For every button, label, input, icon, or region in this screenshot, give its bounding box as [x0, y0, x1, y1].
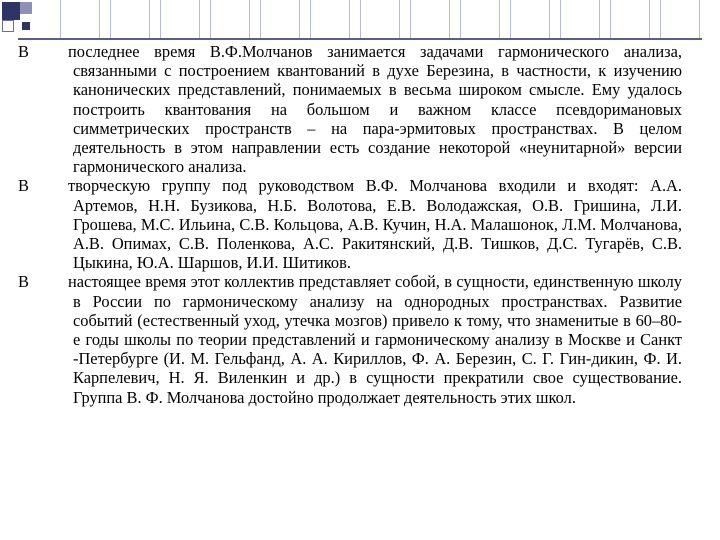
corner-square-mid	[20, 2, 32, 14]
header-strip	[460, 0, 500, 38]
header-decoration	[0, 0, 720, 38]
corner-square-light	[2, 20, 14, 32]
corner-square-dark	[2, 2, 20, 20]
header-strip	[610, 0, 650, 38]
slide-body	[18, 42, 682, 407]
header-strip	[160, 0, 200, 38]
header-strip	[560, 0, 600, 38]
header-strip	[60, 0, 100, 38]
paragraph-text: последнее время В.Ф.Молчанов занимается задачами гармонического анализа, связанными с построением квантований в духе Березина, в частности, к изучению канонических представлений, понимаемых в весьма широком смысле. Ему удалось построить квантования на большом и важном классе псевдоримановых симметрических пространств – на пара-эрмитовых пространствах. В целом деятельность в этом направлении есть создание некоторой «неунитарной» версии гармонического анализа.	[68, 42, 682, 177]
paragraph-text: творческую группу под руководством В.Ф. Молчанова входили и входят: А.А. Артемов, Н.Н. Бузикова, Н.Б. Волотова, Е.В. Володажская, О.В. Гришина, Л.И. Грошева, М.С. Ильина, С.В. Кольцова, А.В. Кучин, Н.А. Малашонок, Л.М. Молчанова, А.В. Опимах, С.В. Поленкова, А.С. Ракитянский, Д.В. Тишков, Д.С. Тугарёв, С.В. Цыкина, Ю.А. Шаршов, И.И. Шитиков.	[68, 176, 682, 273]
paragraph-1	[18, 42, 682, 176]
header-rule	[18, 38, 702, 40]
paragraph-marker: В	[18, 176, 29, 196]
paragraph-2	[18, 176, 682, 272]
header-strip	[310, 0, 350, 38]
header-strip	[210, 0, 250, 38]
paragraph-marker: В	[18, 272, 29, 292]
paragraph-text: настоящее время этот коллектив представляет собой, в сущности, единственную школу в России по гармоническому анализу на однородных пространствах. Развитие событий (естественный уход, утечка мозгов) привело к тому, что знаменитые в 60–80-е годы школы по теории представлений и гармоническому анализу в Москве и Санкт -Петербурге (И. М. Гельфанд, А. А. Кириллов, Ф. А. Березин, С. Г. Гин-дикин, Ф. И. Карпелевич, Н. Я. Виленкин и др.) в сущности прекратили свое существование. Группа В. Ф. Молчанова достойно продолжает деятельность этих школ.	[68, 272, 682, 407]
header-strip	[660, 0, 700, 38]
paragraph-3	[18, 272, 682, 406]
header-strip	[410, 0, 450, 38]
corner-square-small	[22, 22, 30, 30]
paragraph-marker: В	[18, 42, 29, 61]
header-strip	[510, 0, 550, 38]
header-strip	[260, 0, 300, 38]
header-strip	[110, 0, 150, 38]
header-strip	[360, 0, 400, 38]
